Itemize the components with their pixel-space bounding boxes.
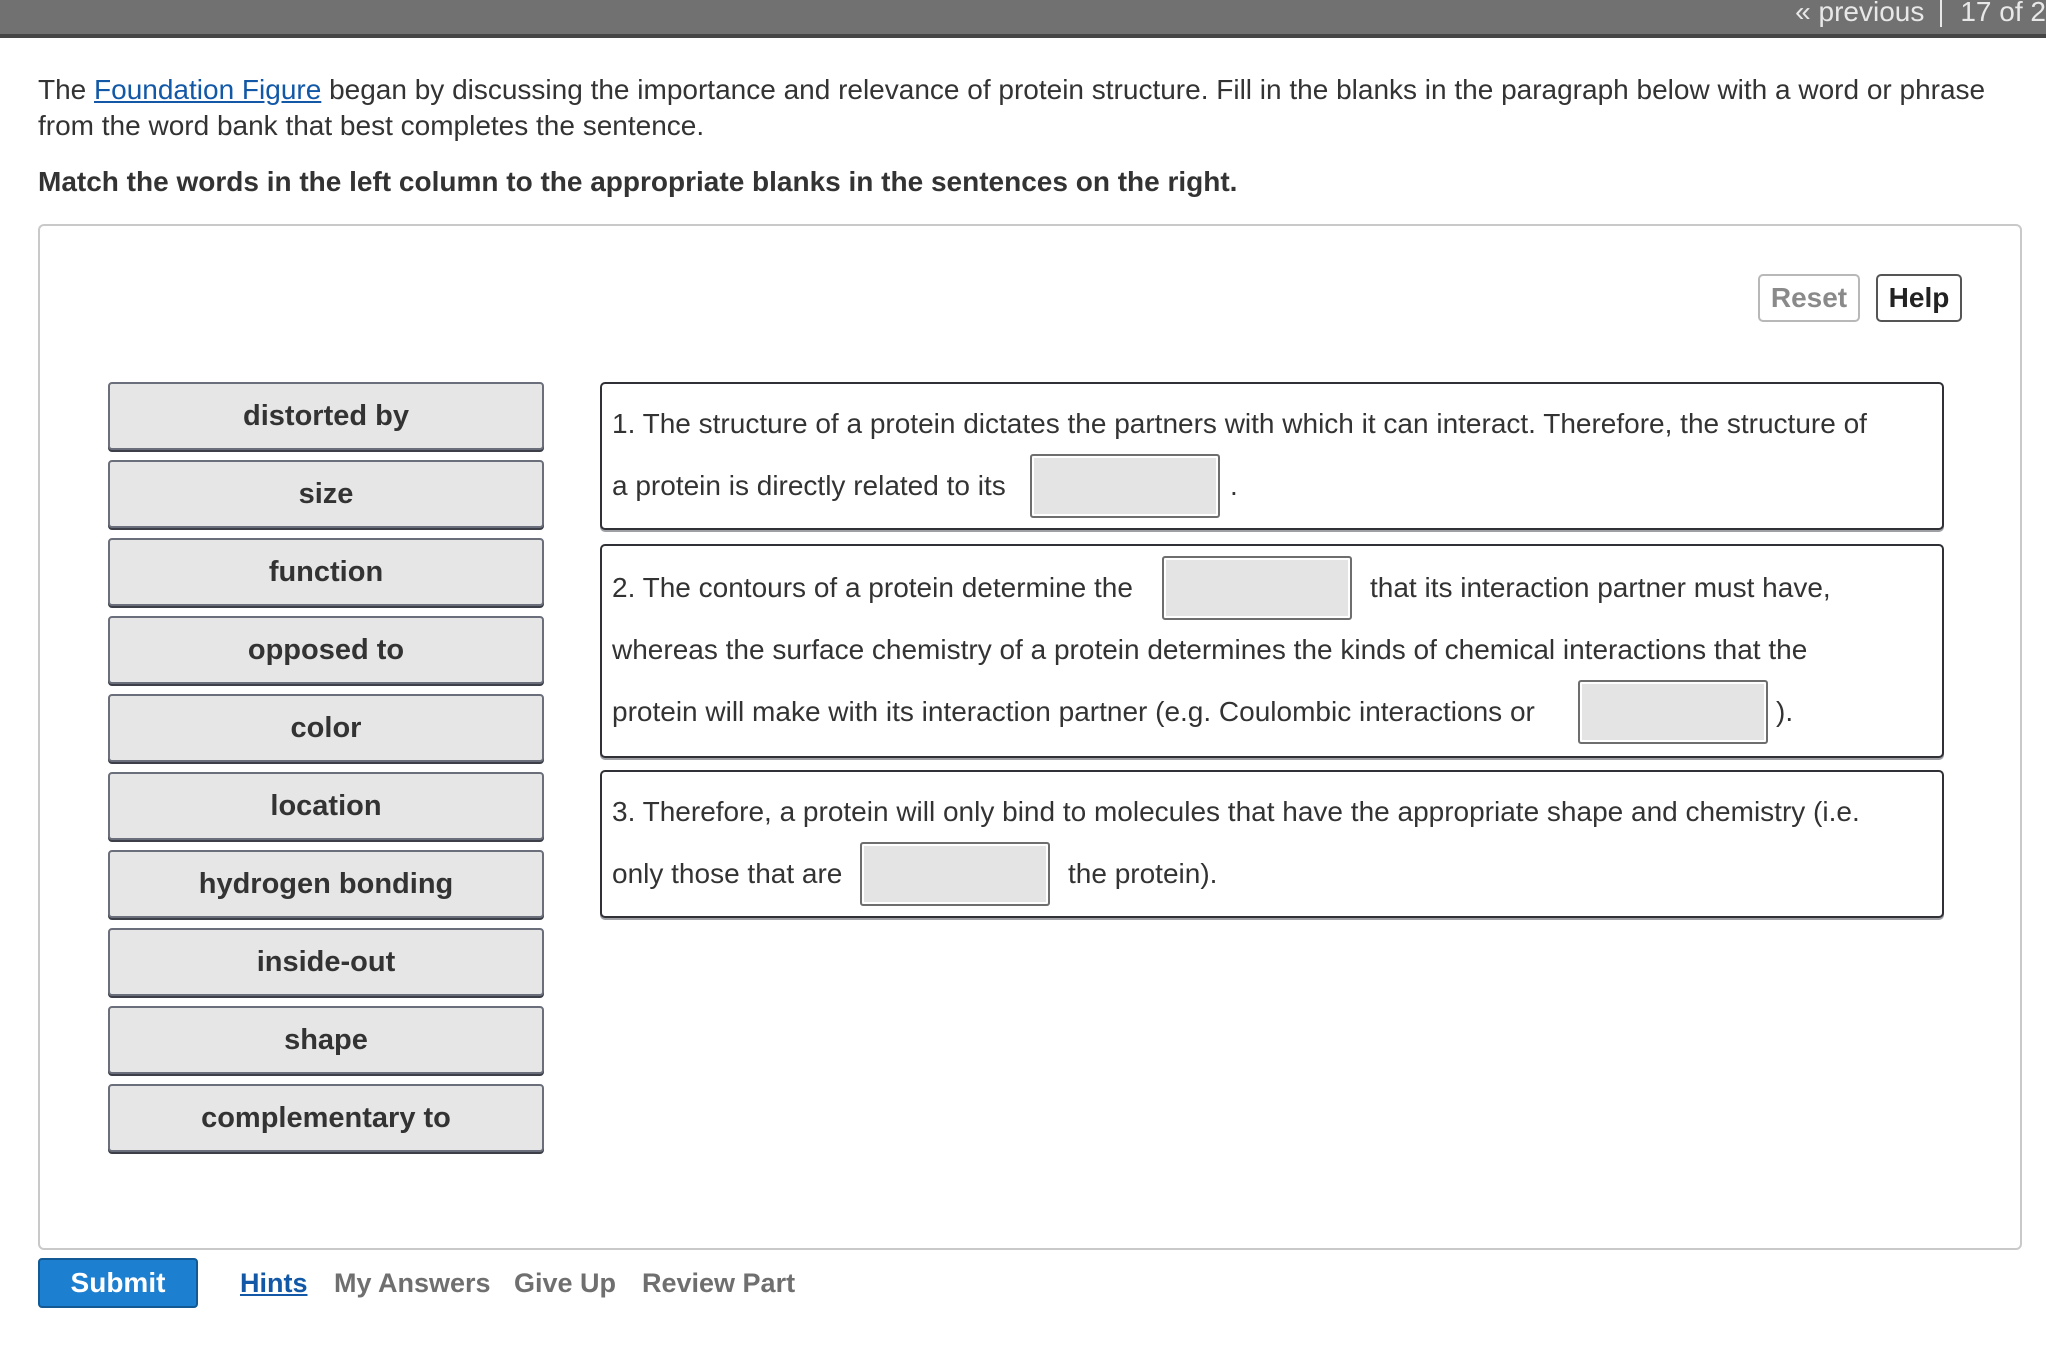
blank-4-dropzone[interactable] (860, 842, 1050, 906)
sentence-3-line-1: 3. Therefore, a protein will only bind to molecules that have the appropriate shape and chemistry (i.e. (612, 796, 1860, 827)
sentence-1-box (600, 382, 1944, 530)
sentence-2-line-3-end: ). (1776, 696, 1794, 727)
sentence-2-line-3-start: protein will make with its interaction partner (e.g. Coulombic interactions or (612, 696, 1535, 727)
reset-button[interactable]: Reset (1758, 274, 1860, 322)
submit-button[interactable]: Submit (38, 1258, 198, 1308)
intro-lead: The (38, 74, 95, 105)
foundation-figure-link[interactable]: Foundation Figure (94, 74, 322, 105)
instruction-text: Match the words in the left column to the appropriate blanks in the sentences on the right. (38, 166, 1238, 197)
sentence-2-box (600, 544, 1944, 758)
word-tile[interactable]: function (108, 538, 544, 606)
sentence-1-line-1: 1. The structure of a protein dictates the partners with which it can interact. Therefore, the structure of (612, 408, 1867, 439)
word-tile[interactable]: shape (108, 1006, 544, 1074)
sentence-1-line-2: a protein is directly related to its (612, 470, 1006, 501)
word-tile[interactable]: color (108, 694, 544, 762)
sentence-3-line-2-end: the protein). (1068, 858, 1218, 889)
intro-line-1-rest: began by discussing the importance and relevance of protein structure. Fill in the blanks in the paragraph below with a word or phrase (321, 74, 1986, 105)
top-bar (0, 0, 2046, 38)
sentence-2-line-1-start: 2. The contours of a protein determine the (612, 572, 1133, 603)
sentence-3-box (600, 770, 1944, 918)
intro-text (38, 72, 2046, 144)
pager-position: 17 of 2 (1960, 0, 2046, 27)
word-tile[interactable]: location (108, 772, 544, 840)
word-tile[interactable]: complementary to (108, 1084, 544, 1152)
previous-link[interactable]: « previous (1795, 0, 1925, 27)
sentence-3-line-2-start: only those that are (612, 858, 843, 889)
sentence-1-end: . (1230, 470, 1238, 501)
intro-line-1 (38, 72, 2046, 108)
intro-line-2: from the word bank that best completes the sentence. (38, 110, 705, 141)
word-tile[interactable]: hydrogen bonding (108, 850, 544, 918)
hints-link[interactable]: Hints (240, 1268, 308, 1298)
sentence-2-line-1-end: that its interaction partner must have, (1370, 572, 1831, 603)
blank-2-dropzone[interactable] (1162, 556, 1352, 620)
my-answers-link[interactable]: My Answers (334, 1268, 491, 1298)
word-tile[interactable]: inside-out (108, 928, 544, 996)
review-part-link[interactable]: Review Part (642, 1268, 796, 1298)
word-tile[interactable]: distorted by (108, 382, 544, 450)
sentence-2-line-2: whereas the surface chemistry of a protein determines the kinds of chemical interactions that the (612, 634, 1808, 665)
blank-3-dropzone[interactable] (1578, 680, 1768, 744)
word-tile[interactable]: size (108, 460, 544, 528)
give-up-link[interactable]: Give Up (514, 1268, 617, 1298)
pager (1795, 0, 2046, 30)
blank-1-dropzone[interactable] (1030, 454, 1220, 518)
help-button[interactable]: Help (1876, 274, 1962, 322)
pager-divider (1940, 0, 1942, 27)
word-tile[interactable]: opposed to (108, 616, 544, 684)
